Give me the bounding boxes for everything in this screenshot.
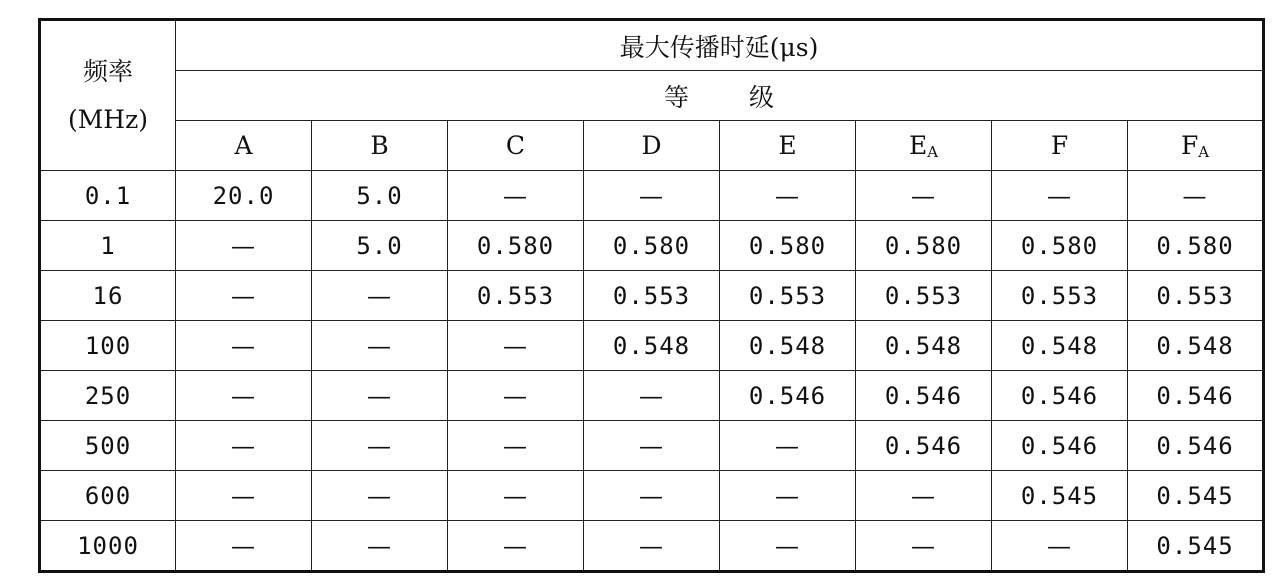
delay-value-cell: —: [448, 171, 584, 221]
grade-header-main: F: [1180, 130, 1199, 160]
delay-value-cell: —: [176, 521, 312, 572]
frequency-header-label: 频率: [82, 57, 133, 86]
delay-value-cell: —: [992, 171, 1128, 221]
grade-header-cell: [992, 121, 1128, 171]
delay-value-cell: 0.545: [992, 471, 1128, 521]
table-row: [40, 221, 1264, 271]
delay-value-cell: —: [176, 371, 312, 421]
delay-value-cell: 0.546: [1128, 371, 1264, 421]
delay-value-cell: —: [312, 271, 448, 321]
delay-value-cell: 0.546: [856, 421, 992, 471]
delay-value-cell: 0.580: [856, 221, 992, 271]
grade-header-cell: [176, 121, 312, 171]
delay-table-container: [38, 18, 1262, 573]
frequency-cell: 600: [40, 471, 176, 521]
delay-value-cell: —: [720, 421, 856, 471]
delay-value-cell: —: [312, 321, 448, 371]
delay-value-cell: 0.546: [1128, 421, 1264, 471]
frequency-cell: 16: [40, 271, 176, 321]
delay-value-cell: 0.548: [584, 321, 720, 371]
delay-value-cell: —: [176, 321, 312, 371]
delay-value-cell: 0.548: [720, 321, 856, 371]
delay-value-cell: —: [856, 171, 992, 221]
delay-value-cell: 0.548: [856, 321, 992, 371]
delay-value-cell: —: [176, 421, 312, 471]
delay-value-cell: —: [584, 521, 720, 572]
grade-header-subscript: A: [1198, 142, 1210, 161]
delay-value-cell: —: [720, 471, 856, 521]
delay-value-cell: —: [448, 521, 584, 572]
grade-header-cell: [856, 121, 992, 171]
grade-header-main: F: [1050, 131, 1069, 160]
frequency-cell: 500: [40, 421, 176, 471]
frequency-cell: 0.1: [40, 171, 176, 221]
delay-value-cell: —: [176, 221, 312, 271]
delay-value-cell: 0.553: [1128, 271, 1264, 321]
frequency-cell: 100: [40, 321, 176, 371]
delay-value-cell: 0.546: [992, 421, 1128, 471]
table-body: [40, 171, 1264, 572]
delay-value-cell: —: [720, 171, 856, 221]
delay-value-cell: —: [312, 421, 448, 471]
delay-value-cell: —: [312, 471, 448, 521]
grade-header-main: A: [234, 131, 253, 160]
table-row: [40, 521, 1264, 572]
delay-value-cell: —: [720, 521, 856, 572]
delay-value-cell: 0.548: [1128, 321, 1264, 371]
grade-header-cell: [584, 121, 720, 171]
propagation-delay-table: [38, 18, 1265, 573]
table-row: [40, 271, 1264, 321]
delay-value-cell: 0.580: [720, 221, 856, 271]
delay-value-cell: 5.0: [312, 171, 448, 221]
delay-value-cell: —: [176, 271, 312, 321]
delay-value-cell: 0.553: [856, 271, 992, 321]
frequency-cell: 1000: [40, 521, 176, 572]
grade-header-main: C: [505, 131, 526, 160]
delay-value-cell: —: [584, 371, 720, 421]
delay-value-cell: —: [584, 421, 720, 471]
delay-value-cell: 0.545: [1128, 471, 1264, 521]
delay-value-cell: —: [448, 321, 584, 371]
delay-value-cell: 0.553: [584, 271, 720, 321]
delay-value-cell: —: [856, 521, 992, 572]
delay-value-cell: 0.580: [448, 221, 584, 271]
level-header: [176, 71, 1264, 121]
delay-value-cell: —: [584, 171, 720, 221]
table-row: [40, 171, 1264, 221]
grade-header-main: D: [641, 131, 662, 160]
frequency-header-unit: (MHz): [67, 104, 149, 134]
delay-value-cell: 0.553: [720, 271, 856, 321]
grade-header-cell: [312, 121, 448, 171]
grade-header-cell: [720, 121, 856, 171]
delay-value-cell: —: [448, 421, 584, 471]
table-title: 最大传播时延(μs): [176, 20, 1264, 71]
grade-header-main: E: [778, 131, 797, 160]
grade-header-main: E: [908, 130, 928, 160]
delay-value-cell: 0.553: [992, 271, 1128, 321]
delay-value-cell: 0.546: [720, 371, 856, 421]
delay-value-cell: 0.553: [448, 271, 584, 321]
delay-value-cell: —: [448, 371, 584, 421]
delay-value-cell: 20.0: [176, 171, 312, 221]
table-row: [40, 471, 1264, 521]
frequency-header: [40, 20, 176, 171]
delay-value-cell: 0.580: [1128, 221, 1264, 271]
delay-value-cell: —: [1128, 171, 1264, 221]
table-row: [40, 371, 1264, 421]
grade-header-cell: [1128, 121, 1264, 171]
delay-value-cell: 0.545: [1128, 521, 1264, 572]
delay-value-cell: —: [176, 471, 312, 521]
grade-header-main: B: [370, 131, 389, 160]
grade-header-subscript: A: [927, 142, 939, 161]
delay-value-cell: —: [992, 521, 1128, 572]
table-row: [40, 321, 1264, 371]
delay-value-cell: 0.546: [992, 371, 1128, 421]
delay-value-cell: —: [312, 371, 448, 421]
grade-header-row: [40, 121, 1264, 171]
table-row: [40, 421, 1264, 471]
delay-value-cell: —: [448, 471, 584, 521]
frequency-cell: 1: [40, 221, 176, 271]
delay-value-cell: 5.0: [312, 221, 448, 271]
level-header-label: 等级: [664, 82, 835, 112]
delay-value-cell: —: [584, 471, 720, 521]
delay-value-cell: 0.546: [856, 371, 992, 421]
delay-value-cell: 0.580: [584, 221, 720, 271]
delay-value-cell: —: [312, 521, 448, 572]
grade-header-cell: [448, 121, 584, 171]
delay-value-cell: —: [856, 471, 992, 521]
frequency-cell: 250: [40, 371, 176, 421]
delay-value-cell: 0.548: [992, 321, 1128, 371]
delay-value-cell: 0.580: [992, 221, 1128, 271]
